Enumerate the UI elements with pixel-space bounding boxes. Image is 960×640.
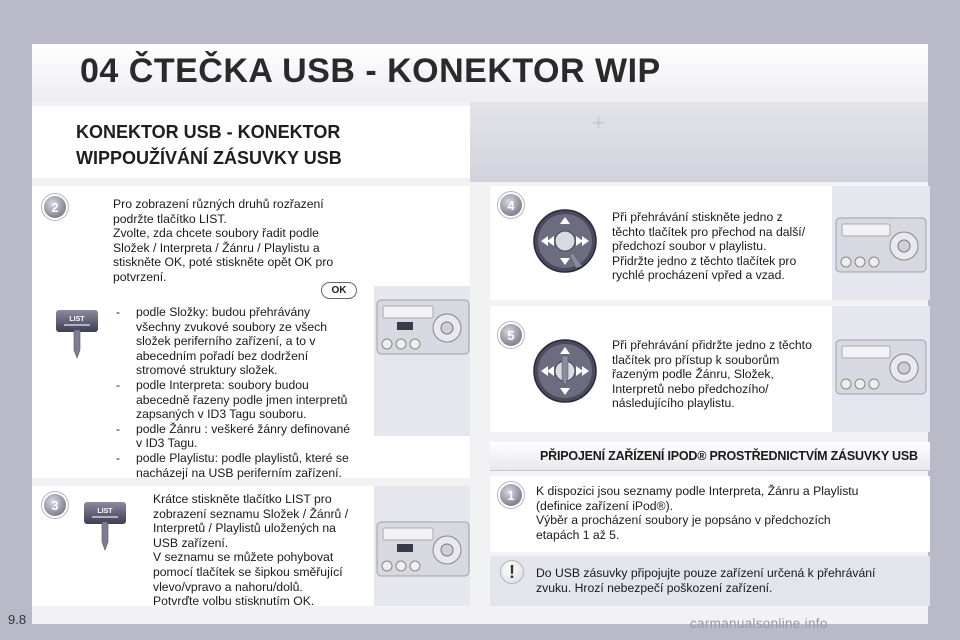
- section-title-line: WIPPOUŽÍVÁNÍ ZÁSUVKY USB: [76, 148, 342, 168]
- ipod-section-title: PŘIPOJENÍ ZAŘÍZENÍ IPOD® PROSTŘEDNICTVÍM ZÁSUVKY USB: [540, 449, 918, 463]
- watermark-text: carmanualsonline.info: [690, 616, 828, 631]
- text-line: K dispozici jsou seznamy podle Interpreta, Žánru a Playlistu: [536, 484, 859, 498]
- text-line: abecedně řazeny podle jmen interpretů: [136, 392, 348, 407]
- arrow-pad-up-down-icon: [532, 338, 598, 404]
- step-badge: 1: [500, 484, 522, 506]
- text-line: - podle Složky: budou přehrávány: [136, 305, 311, 319]
- step-2-intro: [113, 197, 373, 285]
- text-line: všechny zvukové soubory ze všech: [136, 319, 328, 334]
- ok-button: OK: [321, 282, 357, 299]
- text-line: Složek / Interpreta / Žánru / Playlistu a: [113, 240, 320, 255]
- text-line: abecedním pořadí bez dodržení: [136, 348, 309, 363]
- text-line: těchto tlačítek pro přechod na další/: [612, 224, 806, 239]
- step-3-text: [153, 492, 373, 609]
- text-line: etapách 1 až 5.: [536, 527, 620, 542]
- list-item: [110, 378, 370, 422]
- list-item: [110, 305, 370, 378]
- list-item: [110, 422, 370, 451]
- radio-unit-icon: [375, 518, 470, 578]
- radio-unit-icon: [375, 296, 470, 356]
- text-line: Při přehrávání přidržte jedno z těchto: [612, 338, 812, 352]
- text-line: zobrazení seznamu Složek / Žánrů /: [153, 506, 349, 521]
- text-line: - podle Interpreta: soubory budou: [136, 377, 309, 392]
- text-line: Pro zobrazení různých druhů rozřazení: [113, 197, 324, 211]
- text-line: (definice zařízení iPod®).: [536, 498, 674, 513]
- decorative-swoosh: [470, 102, 928, 182]
- arrow-pad-left-right-icon: [532, 208, 598, 274]
- text-line: stiskněte OK, poté stiskněte opět OK pro: [113, 255, 334, 270]
- warning-text: [536, 566, 916, 595]
- text-line: zapsaných v ID3 Tagu souboru.: [136, 407, 307, 422]
- text-line: USB zařízení.: [153, 535, 229, 550]
- text-line: Zvolte, zda chcete soubory řadit podle: [113, 226, 319, 241]
- text-line: potvrzení.: [113, 269, 167, 284]
- text-line: řazeným podle Žánru, Složek,: [612, 367, 774, 382]
- text-line: Do USB zásuvky připojujte pouze zařízení určená k přehrávání: [536, 566, 876, 580]
- text-line: Potvrďte volbu stisknutím OK.: [153, 594, 315, 609]
- text-line: Výběr a procházení soubory je popsáno v předchozích: [536, 513, 831, 528]
- text-line: - podle Žánru : veškeré žánry definované: [136, 421, 351, 436]
- step-4-text: [612, 210, 827, 283]
- text-line: Při přehrávání stiskněte jedno z: [612, 210, 783, 224]
- ipod-step-text: [536, 484, 916, 542]
- section-title-line: KONEKTOR USB - KONEKTOR: [76, 122, 341, 142]
- text-line: v ID3 Tagu.: [136, 436, 198, 451]
- step-badge: 4: [500, 194, 522, 216]
- section-title: [76, 119, 456, 171]
- text-line: V seznamu se můžete pohybovat: [153, 550, 334, 565]
- step-5-text: [612, 338, 827, 411]
- chapter-title: 04 ČTEČKA USB - KONEKTOR WIP: [80, 52, 661, 90]
- list-item: [110, 451, 370, 480]
- text-line: rychlé procházení vpřed a vzad.: [612, 268, 785, 283]
- list-button-label: LIST: [69, 316, 85, 323]
- text-line: stromové struktury složek.: [136, 363, 278, 378]
- list-button-press-icon: [52, 306, 102, 362]
- text-line: vlevo/vpravo a nahoru/dolů.: [153, 579, 303, 594]
- step-badge: 2: [44, 196, 66, 218]
- text-line: Interpretů / Playlistů uložených na: [153, 521, 336, 536]
- text-line: - podle Playlistu: podle playlistů, které se: [136, 450, 349, 465]
- text-line: následujícího playlistu.: [612, 396, 735, 411]
- list-button-press-icon: [80, 498, 130, 554]
- text-line: pomocí tlačítek se šipkou směřující: [153, 564, 343, 579]
- plus-decoration-icon: +: [592, 110, 605, 135]
- step-badge: 5: [500, 324, 522, 346]
- text-line: předchozí soubor v playlistu.: [612, 239, 767, 254]
- warning-icon: !: [500, 560, 524, 584]
- list-button-label: LIST: [97, 508, 113, 515]
- text-line: zvuku. Hrozí nebezpečí poškození zařízení.: [536, 580, 773, 595]
- text-line: nacházejí na USB periferním zařízení.: [136, 465, 342, 480]
- sort-options-list: [110, 305, 370, 480]
- text-line: Přidržte jedno z těchto tlačítek pro: [612, 253, 797, 268]
- text-line: podržte tlačítko LIST.: [113, 211, 227, 226]
- text-line: Krátce stiskněte tlačítko LIST pro: [153, 492, 332, 506]
- text-line: složek periferního zařízení, a to v: [136, 334, 316, 349]
- radio-unit-icon: [834, 336, 928, 396]
- radio-unit-icon: [834, 214, 928, 274]
- text-line: Interpretů nebo předchozího/: [612, 381, 769, 396]
- text-line: tlačítek pro přístup k souborům: [612, 352, 780, 367]
- step-badge: 3: [44, 494, 66, 516]
- page-number: 9.8: [8, 612, 27, 627]
